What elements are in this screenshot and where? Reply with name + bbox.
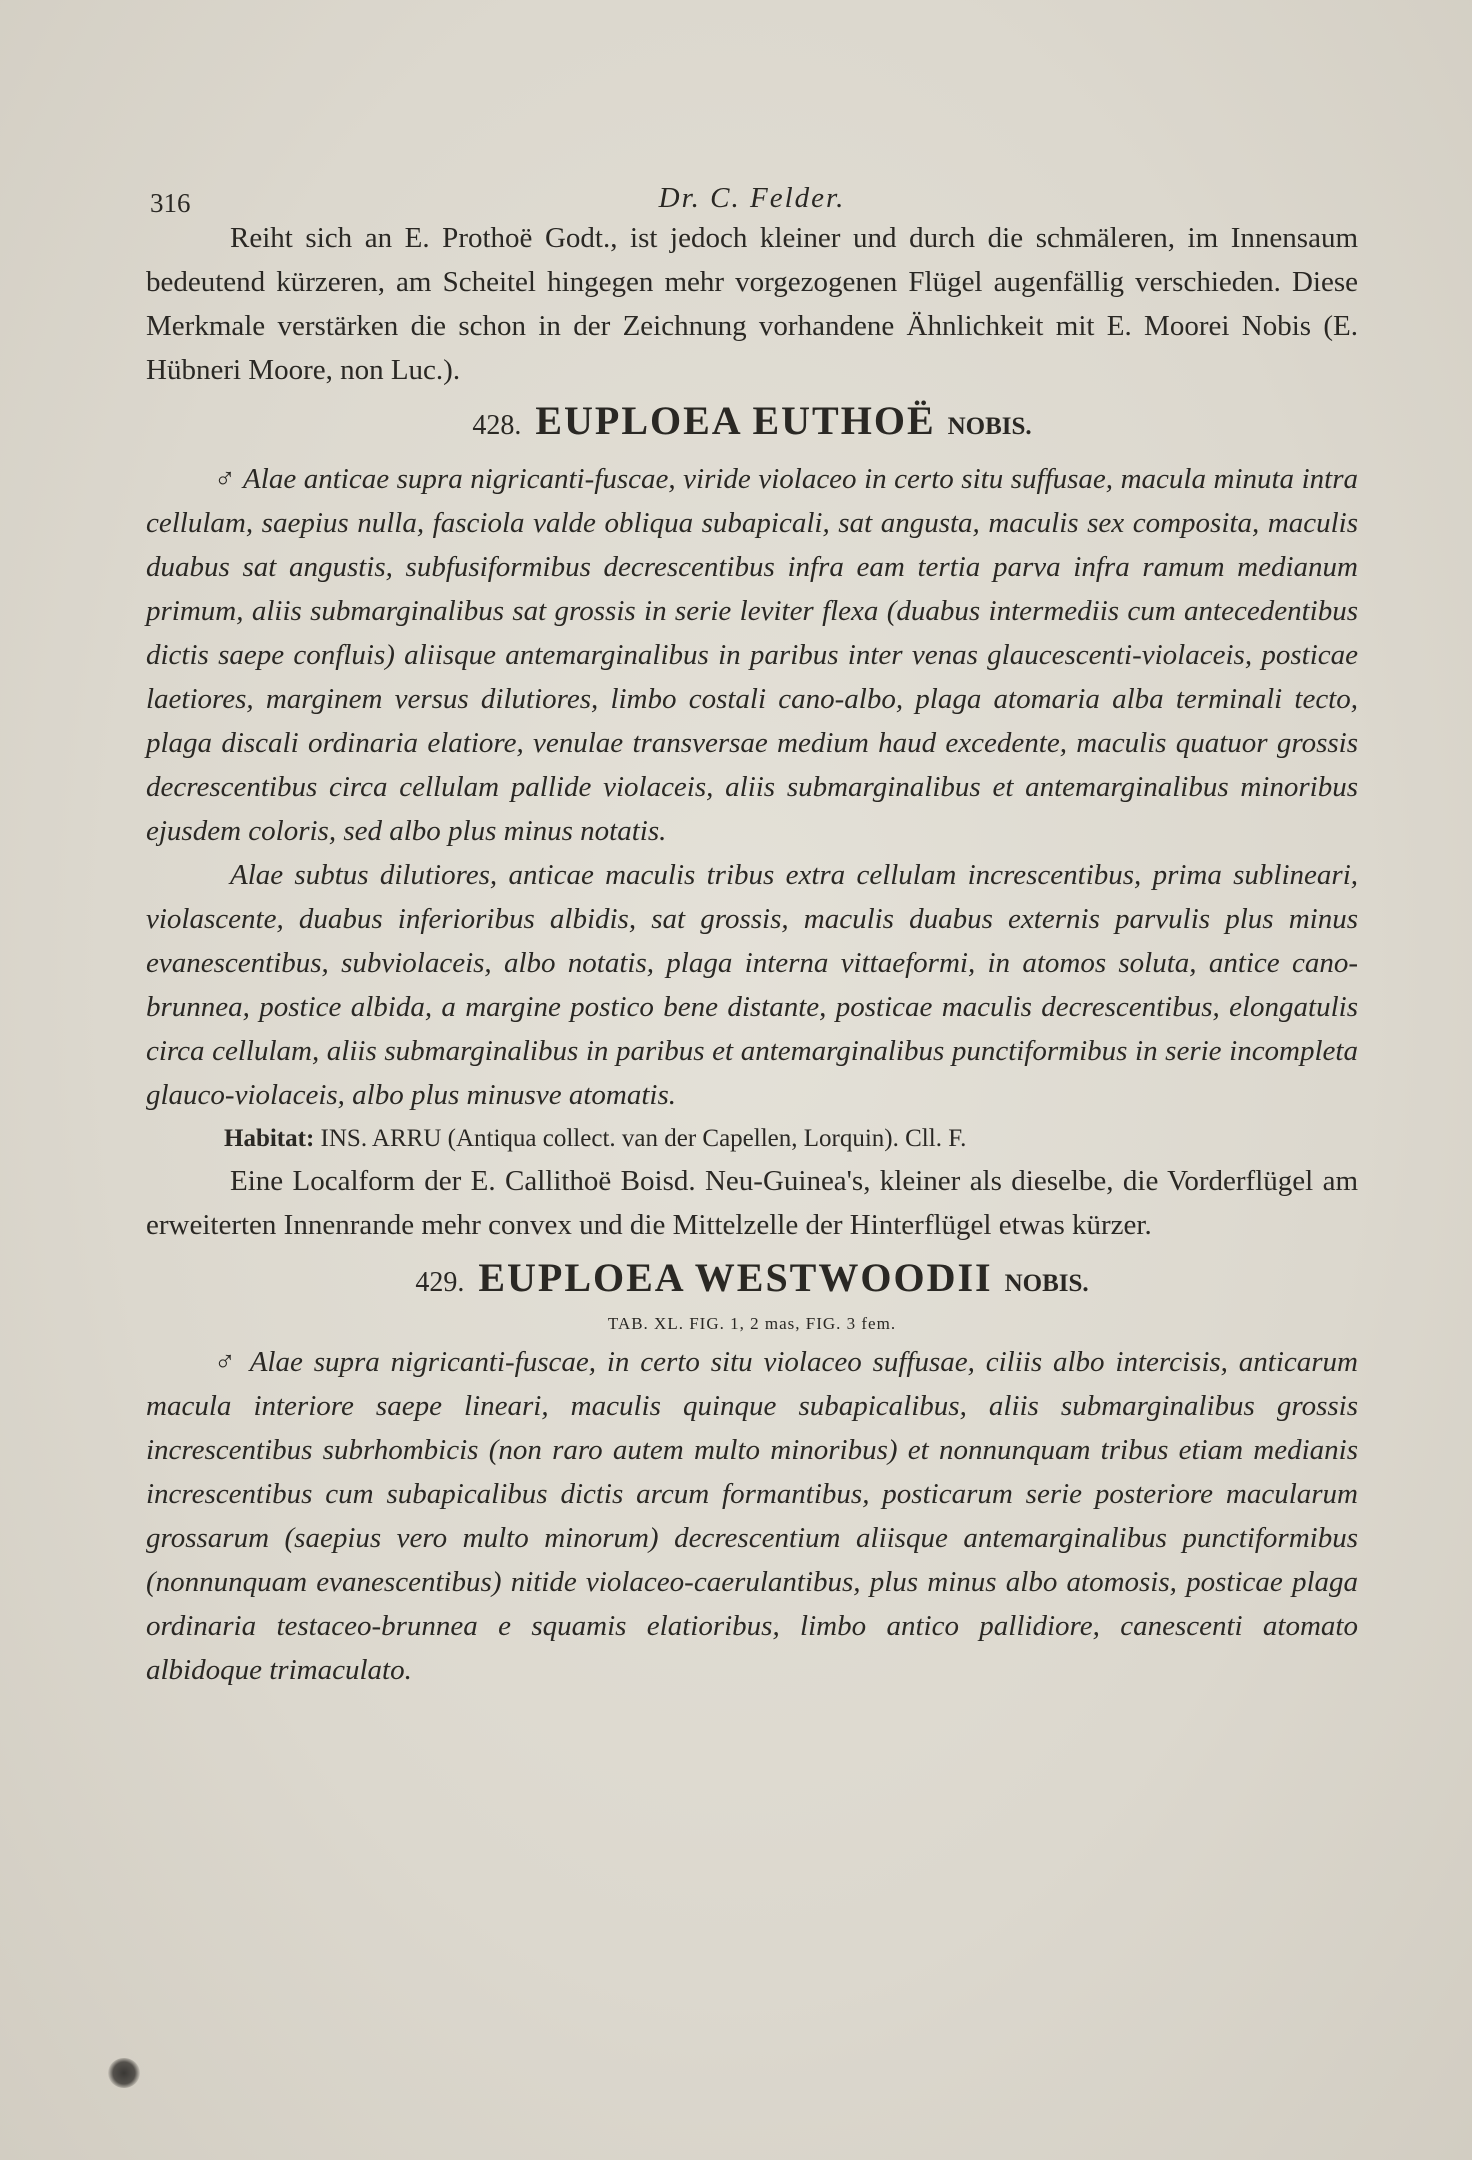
species-author: NOBIS. [947, 413, 1032, 440]
species-name: EUPLOEA WESTWOODII [478, 1255, 993, 1300]
plate-reference: TAB. XL. FIG. 1, 2 mas, FIG. 3 fem. [607, 1314, 897, 1333]
page-number: 316 [150, 188, 191, 218]
species-428-remarks: Eine Localform der E. Callithoë Boisd. Neu-Guinea's, kleiner als dieselbe, die Vorderflügel am erweiterten Innenrande mehr convex und die Mittelzelle der Hinterflügel etwas kürzer. [146, 1165, 1358, 1241]
species-428-underside-description: Alae subtus dilutiores, anticae maculis tribus extra cellulam increscentibus, prima sublineari, violascente, duabus inferioribus albidis, sat grossis, maculis duabus externis parvulis plus minus evanescentibus, subviolaceis, albo notatis, plaga interna vittaeformi, in atomos soluta, antice cano-brunnea, postice albida, a margine postico bene distante, posticae maculis decrescentibus, elongatulis circa cellulam, aliis submarginalibus in paribus et antemarginalibus punctiformibus in serie incompleta glauco-violaceis, albo plus minusve atomatis. [146, 859, 1358, 1111]
intro-paragraph: Reiht sich an E. Prothoë Godt., ist jedoch kleiner und durch die schmäleren, im Innensaum bedeutend kürzeren, am Scheitel hingegen mehr vorgezogenen Flügel augenfällig verschieden. Diese Merkmale verstärken die schon in der Zeichnung vorhandene Ähnlichkeit mit E. Moorei Nobis (E. Hübneri Moore, non Luc.). [146, 222, 1358, 386]
ink-smudge [108, 2058, 140, 2088]
species-name: EUPLOEA EUTHOË [535, 398, 936, 443]
species-heading-428 [146, 394, 1358, 457]
species-heading-429 [146, 1251, 1358, 1314]
species-429-upperside-description: ♂ Alae supra nigricanti-fuscae, in certo situ violaceo suffusae, ciliis albo intercisis, anticarum macula interiore saepe lineari, maculis quinque subapicalibus, aliis submarginalibus grossis increscentibus subrhombicis (non raro autem multo minoribus) et nonnunquam tribus etiam medianis increscentibus cum subapicalibus dictis arcum formantibus, posticarum serie posteriore macularum grossarum (saepius vero multo minorum) decrescentium aliisque antemarginalibus punctiformibus (nonnunquam evanescentibus) nitide violaceo-caerulantibus, plus minus albo atomosis, posticae plaga ordinaria testaceo-brunnea e squamis elatioribus, limbo antico pallidiore, canescenti atomato albidoque trimaculato. [146, 1346, 1358, 1686]
page-header [146, 150, 1358, 218]
species-428-habitat [146, 1119, 1358, 1159]
species-428-upperside-description: ♂ Alae anticae supra nigricanti-fuscae, viride violaceo in certo situ suffusae, macula minuta intra cellulam, saepius nulla, fasciola valde obliqua subapicali, sat angusta, maculis sex composita, maculis duabus sat angustis, subfusiformibus decrescentibus infra eam tertia parva infra ramum medianum primum, aliis submarginalibus sat grossis in serie leviter flexa (duabus intermediis cum antecedentibus dictis saepe confluis) aliisque antemarginalibus in paribus inter venas glaucescenti-violaceis, posticae laetiores, marginem versus dilutiores, limbo costali cano-albo, plaga atomaria alba terminali tecto, plaga discali ordinaria elatiore, venulae transversae medium haud excedente, maculis quatuor grossis decrescentibus circa cellulam pallide violaceis, aliis submarginalibus et antemarginalibus minoribus ejusdem coloris, sed albo plus minus notatis. [146, 463, 1358, 847]
species-author: NOBIS. [1004, 1270, 1089, 1297]
running-head: Dr. C. Felder. [658, 182, 846, 214]
page-content [146, 150, 1358, 1692]
habitat-label: Habitat: [224, 1125, 315, 1152]
species-number: 428. [472, 410, 522, 441]
habitat-text: INS. ARRU (Antiqua collect. van der Capellen, Lorquin). Cll. F. [320, 1125, 967, 1152]
species-number: 429. [415, 1267, 465, 1298]
